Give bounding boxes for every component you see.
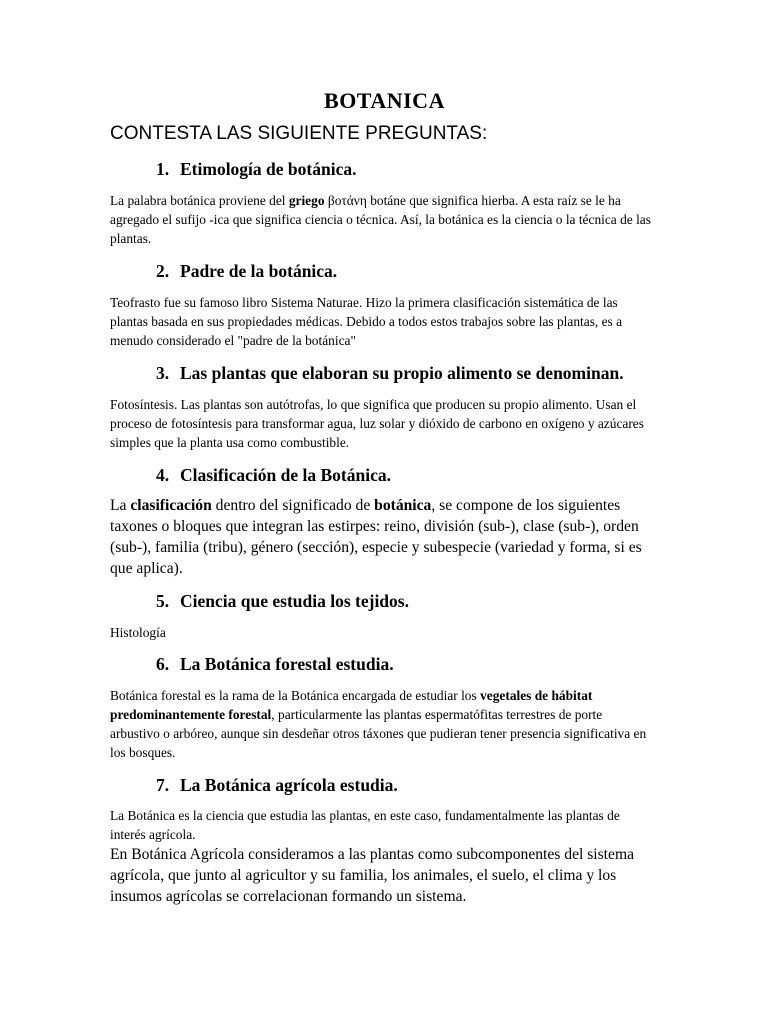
answer-5: Histología [110, 625, 166, 640]
answer-text: , se compone de los siguientes taxones o bloques que integran las estirpes: reino, división (sub-), clase (sub-), orden (sub-), familia (tribu), género (sección), especie y subespecie (variedad y forma, si es que aplica). [110, 497, 642, 577]
question-number: 6. [156, 654, 170, 674]
answer-1 [110, 191, 655, 248]
answer-text: dentro del significado de [211, 497, 375, 514]
answer-4 [110, 495, 655, 579]
question-text: Ciencia que estudia los tejidos. [180, 591, 409, 611]
question-number: 3. [156, 363, 170, 383]
question-text: Etimología de botánica. [180, 159, 357, 179]
document-subtitle: CONTESTA LAS SIGUIENTE PREGUNTAS: [110, 123, 488, 144]
answer-text: La palabra botánica proviene del [110, 193, 289, 208]
answer-text: , particularmente las plantas espermatófitas terrestres de porte arbustivo o arbóreo, aunque sin desdeñar otros táxones que pudieran tener presencia significativa en los bosques. [110, 707, 647, 760]
question-text: Padre de la botánica. [180, 261, 338, 281]
question-6 [156, 652, 655, 676]
question-number: 2. [156, 261, 170, 281]
answer-2: Teofrasto fue su famoso libro Sistema Naturae. Hizo la primera clasificación sistemática de las plantas basada en sus propiedades médicas. Debido a todos estos trabajos sobre las plantas, es a menudo considerado el "padre de la botánica" [110, 295, 623, 348]
question-text: Las plantas que elaboran su propio alimento se denominan. [180, 363, 624, 383]
answer-bold-text: botánica [374, 497, 432, 514]
question-number: 5. [156, 591, 170, 611]
question-text: La Botánica agrícola estudia. [180, 775, 398, 795]
answer-7a: La Botánica es la ciencia que estudia las plantas, en este caso, fundamentalmente las plantas de interés agrícola. [110, 808, 620, 842]
answer-text: La [110, 497, 131, 514]
question-number: 4. [156, 465, 170, 485]
answer-7b: En Botánica Agrícola consideramos a las plantas como subcomponentes del sistema agrícola, que junto al agricultor y su familia, los animales, el suelo, el clima y los insumos agrícolas se correlacionan formando un sistema. [110, 846, 634, 905]
answer-bold-text: griego [288, 193, 325, 208]
question-2 [156, 259, 655, 283]
answer-text: βοτάνη botáne que significa hierba. A esta raíz se le ha agregado el sufijo -ica que significa ciencia o técnica. Así, la botánica es la ciencia o la técnica de las plantas. [110, 193, 651, 246]
answer-text: Botánica forestal es la rama de la Botánica encargada de estudiar los [110, 688, 481, 703]
question-text: La Botánica forestal estudia. [180, 654, 394, 674]
document-title: BOTANICA [324, 88, 445, 113]
document-page [110, 86, 655, 907]
question-4 [156, 463, 655, 487]
question-5 [156, 589, 655, 613]
question-3 [156, 361, 655, 385]
answer-bold-text: clasificación [130, 497, 212, 514]
question-text: Clasificación de la Botánica. [180, 465, 391, 485]
question-7 [156, 773, 655, 797]
answer-3: Fotosíntesis. Las plantas son autótrofas, lo que significa que producen su propio alimento. Usan el proceso de fotosíntesis para transformar agua, luz solar y dióxido de carbono en oxígeno y azúcares simples que la planta usa como combustible. [110, 397, 644, 450]
answer-bold-text: vegetales de hábitat predominantemente forestal [110, 688, 593, 722]
answer-6 [110, 686, 655, 762]
question-1 [156, 157, 655, 181]
question-number: 7. [156, 775, 170, 795]
question-number: 1. [156, 159, 170, 179]
